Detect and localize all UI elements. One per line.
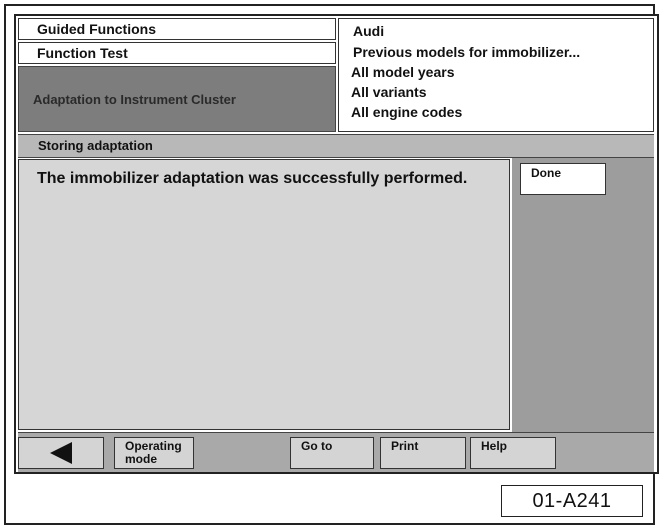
active-function-label: Adaptation to Instrument Cluster	[33, 91, 236, 107]
figure-frame	[4, 4, 655, 525]
guided-functions-header[interactable]: Guided Functions	[18, 18, 336, 40]
message-area	[18, 159, 510, 430]
button-bar	[18, 432, 654, 472]
left-triangle-icon	[48, 441, 74, 465]
operating-mode-button[interactable]: Operating mode	[114, 437, 194, 469]
tester-screen	[14, 14, 659, 474]
help-button[interactable]: Help	[470, 437, 556, 469]
print-button[interactable]: Print	[380, 437, 466, 469]
vehicle-model: Previous models for immobilizer...	[353, 44, 581, 60]
vehicle-years: All model years	[351, 64, 455, 80]
vehicle-engine-codes: All engine codes	[351, 104, 463, 120]
message-text: The immobilizer adaptation was successfully performed.	[37, 170, 468, 187]
vehicle-info-panel	[338, 18, 654, 132]
go-to-button[interactable]: Go to	[290, 437, 374, 469]
figure-label: 01-A241	[501, 485, 643, 517]
vehicle-make: Audi	[353, 23, 385, 39]
status-title: Storing adaptation	[38, 138, 153, 153]
back-button[interactable]	[18, 437, 104, 469]
right-panel	[512, 158, 654, 432]
done-button[interactable]: Done	[520, 163, 606, 195]
vehicle-variants: All variants	[351, 84, 427, 100]
active-function-header	[18, 66, 336, 132]
status-bar	[18, 134, 654, 158]
function-test-header[interactable]: Function Test	[18, 42, 336, 64]
